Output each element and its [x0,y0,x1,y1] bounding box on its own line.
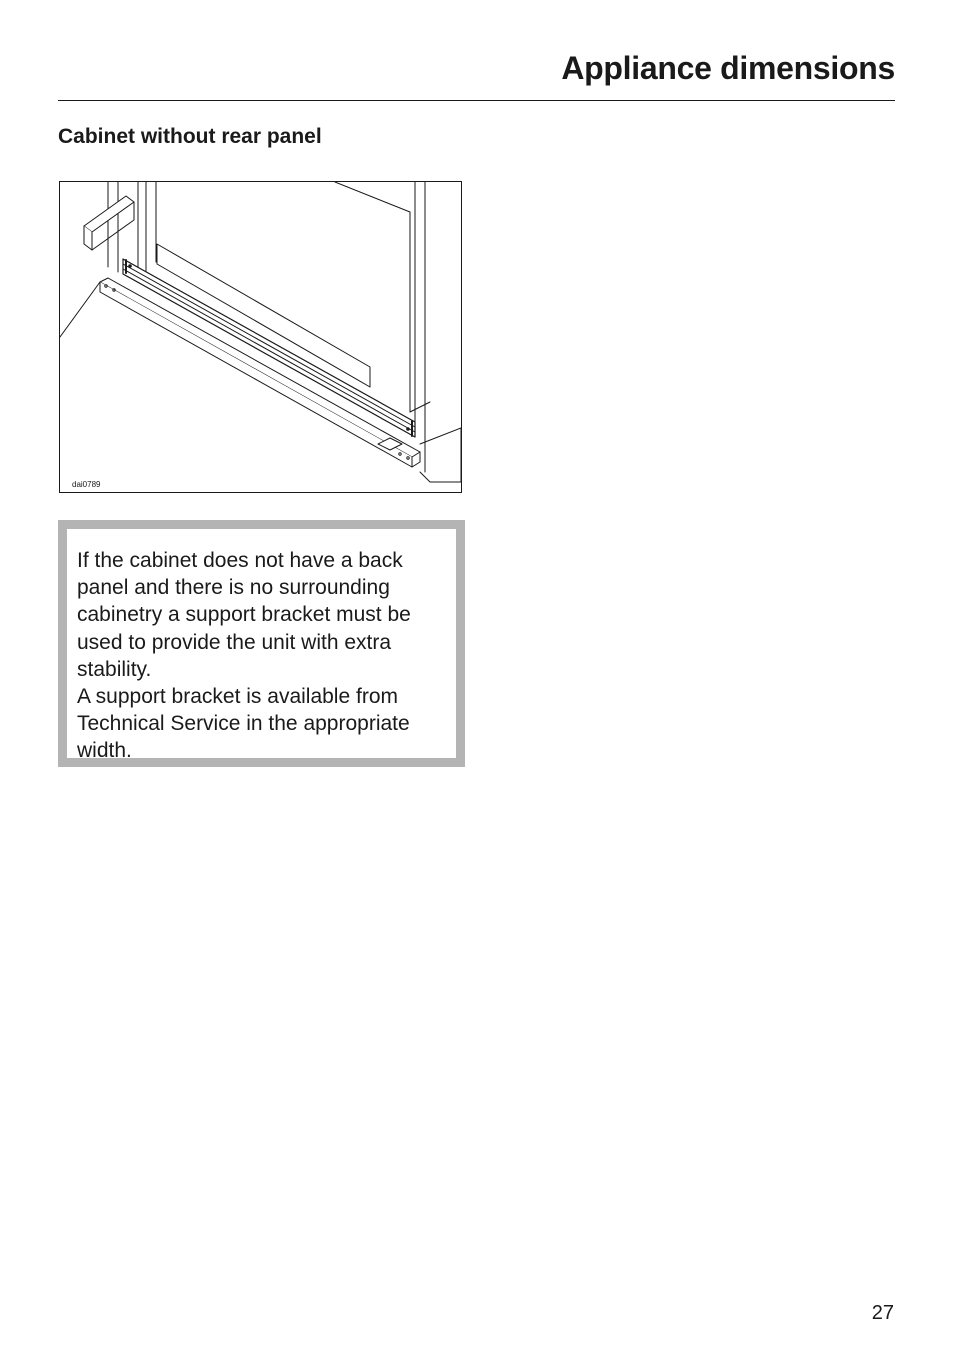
support-bracket-drawing [60,182,461,492]
page-title: Appliance dimensions [561,50,895,86]
title-divider [58,100,895,101]
installation-illustration [59,181,462,493]
figure-code: dai0789 [72,480,101,489]
page-number: 27 [871,1302,894,1324]
note-text: If the cabinet does not have a back panel and there is no surrounding cabinetry a support bracket must be used to provide the unit with extra stability. A support bracket is available from Technical Service in the appropriate width. [77,549,411,763]
section-heading: Cabinet without rear panel [58,125,322,148]
note-box [58,520,465,767]
